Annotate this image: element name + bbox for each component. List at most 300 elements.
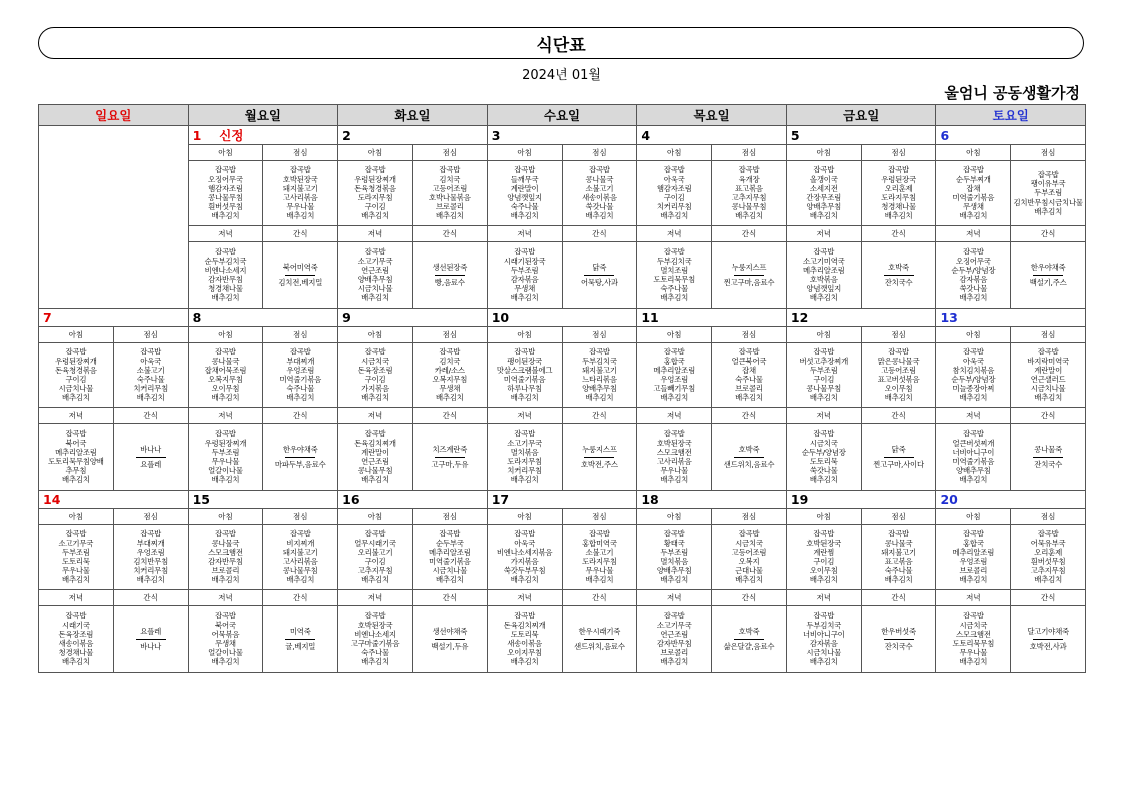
menu-item: 잡곡밥 xyxy=(813,429,835,439)
menu-item: 햄감자조림 xyxy=(656,183,692,193)
menu-item: 잡곡밥 xyxy=(962,429,984,439)
snack-label: 간식 xyxy=(562,408,637,424)
date-row xyxy=(39,126,1086,145)
menu-item: 잡곡밥 xyxy=(289,529,311,539)
menu-item: 치커리무침 xyxy=(133,566,169,576)
menu-item: 잡곡밥 xyxy=(514,247,536,257)
menu-item: 콩나물무침 xyxy=(282,566,318,576)
menu-item: 배추김치 xyxy=(585,211,614,221)
menu-item: 브로콜리 xyxy=(959,566,988,576)
snack-label: 간식 xyxy=(861,590,936,606)
menu-item: 쑥갓나물 xyxy=(585,202,614,212)
breakfast-label: 아침 xyxy=(487,145,562,161)
lunch-menu xyxy=(861,161,936,226)
menu-item: 시금치나물 xyxy=(432,566,468,576)
menu-item: 구이김 xyxy=(65,375,87,384)
menu-item: 잡곡밥 xyxy=(813,611,835,621)
breakfast-label: 아침 xyxy=(39,509,114,525)
menu-item: 근대나물 xyxy=(735,566,763,576)
menu-item: 연근샐러드 xyxy=(1030,375,1066,384)
breakfast-label: 아침 xyxy=(936,509,1011,525)
menu-item: 청경채나물 xyxy=(58,648,94,658)
meal-calendar xyxy=(38,104,1086,673)
dinner-label: 저녁 xyxy=(39,408,114,424)
date-number: 18 xyxy=(641,492,659,507)
menu-item: 미역줄기볶음 xyxy=(429,557,471,566)
menu-item: 숙주나물 xyxy=(361,648,389,658)
menu-item: 양념깻잎지 xyxy=(507,193,542,202)
breakfast-menu xyxy=(936,161,1011,226)
menu-item: 배추김치 xyxy=(361,393,389,403)
dinner-label: 저녁 xyxy=(936,590,1011,606)
breakfast-label: 아침 xyxy=(637,145,712,161)
snack-menu xyxy=(412,606,487,673)
menu-item: 배추김치 xyxy=(959,575,988,585)
menu-item: 배추김치 xyxy=(361,575,389,585)
dinner-label: 저녁 xyxy=(338,408,413,424)
lunch-label: 점심 xyxy=(263,145,338,161)
snack-item: 바나나 xyxy=(140,641,162,651)
lunch-menu xyxy=(562,343,637,408)
date-cell xyxy=(637,309,787,327)
lunch-label: 점심 xyxy=(1011,327,1086,343)
lunch-label: 점심 xyxy=(412,145,487,161)
snack-label: 간식 xyxy=(712,226,787,242)
menu-item: 잡곡밥 xyxy=(514,611,536,621)
menu-item: 연근조림 xyxy=(361,265,389,275)
snack-item: 빵,음료수 xyxy=(434,277,465,287)
breakfast-menu xyxy=(338,525,413,590)
menu-item: 잡곡밥 xyxy=(215,429,236,439)
menu-item: 표고볶음 xyxy=(735,183,763,193)
menu-item: 아욱국 xyxy=(962,356,984,366)
menu-item: 올갱이국 xyxy=(809,174,838,184)
menu-item: 미역줄기볶음 xyxy=(503,375,546,384)
menu-item: 아욱국 xyxy=(663,174,685,184)
lunch-label: 점심 xyxy=(562,327,637,343)
menu-item: 무우나물 xyxy=(62,566,90,576)
dinner-menu xyxy=(637,424,712,491)
menu-item: 잡곡밥 xyxy=(962,529,984,539)
breakfast-menu xyxy=(39,525,114,590)
date-row xyxy=(39,309,1086,327)
dinner-menu xyxy=(188,424,263,491)
date-number: 6 xyxy=(940,127,950,143)
dinner-menu xyxy=(188,242,263,309)
lunch-label: 점심 xyxy=(113,509,188,525)
dinner-menu xyxy=(487,242,562,309)
menu-item: 잡곡밥 xyxy=(289,165,311,175)
menu-item: 오이무침 xyxy=(884,384,913,394)
menu-item: 배추김치 xyxy=(62,657,90,667)
menu-item: 홍합미역국 xyxy=(582,538,617,548)
meal-label-row xyxy=(39,145,1086,161)
menu-item: 감자볶음 xyxy=(809,639,838,648)
menu-item: 두부김치국 xyxy=(656,256,692,266)
menu-item: 간장무조림 xyxy=(806,193,842,202)
breakfast-label: 아침 xyxy=(338,509,413,525)
menu-item: 고추지무침 xyxy=(1030,566,1066,576)
menu-item: 가지볶음 xyxy=(361,384,389,394)
menu-item: 어묵유부국 xyxy=(1030,538,1066,548)
snack-item: 한우버섯죽 xyxy=(881,627,916,637)
menu-item: 김치국 xyxy=(439,356,461,366)
snack-item: 잔치국수 xyxy=(884,641,913,651)
menu-item: 배추김치 xyxy=(510,211,539,221)
dinner-label: 저녁 xyxy=(188,590,263,606)
lunch-menu xyxy=(712,525,787,590)
lunch-menu xyxy=(861,525,936,590)
snack-separator xyxy=(1033,275,1063,276)
lunch-menu xyxy=(263,343,338,408)
date-cell xyxy=(188,126,338,145)
menu-item: 맛살스크램블에그 xyxy=(496,365,553,375)
menu-item: 소불고기 xyxy=(136,365,165,375)
menu-item: 바지락미역국 xyxy=(1027,356,1069,366)
date-number: 3 xyxy=(491,127,501,143)
menu-item: 북어국 xyxy=(65,438,87,448)
menu-item: 배추김치 xyxy=(62,393,90,403)
menu-item: 오리훈제 xyxy=(1034,547,1063,557)
menu-item: 시금치국 xyxy=(735,538,763,548)
snack-separator xyxy=(734,457,764,458)
menu-item: 팽이된장국 xyxy=(507,356,542,366)
menu-item: 두부조림 xyxy=(510,265,539,275)
date-cell xyxy=(39,491,189,509)
snack-label: 간식 xyxy=(861,408,936,424)
menu-item: 숙주나물 xyxy=(660,284,689,294)
snack-item: 어묵탕,사과 xyxy=(580,277,618,287)
date-number: 13 xyxy=(940,310,958,325)
snack-menu xyxy=(562,242,637,309)
menu-item: 메추리알조림 xyxy=(429,547,471,557)
menu-item: 잡곡밥 xyxy=(364,429,386,439)
breakfast-menu xyxy=(188,161,263,226)
date-number: 2 xyxy=(342,127,351,143)
date-number: 16 xyxy=(342,492,360,507)
breakfast-label: 아침 xyxy=(188,509,263,525)
dinner-menu xyxy=(936,242,1011,309)
menu-item: 숙주나물 xyxy=(735,375,763,384)
breakfast-label: 아침 xyxy=(786,145,861,161)
menu-item: 배추김치 xyxy=(211,211,240,221)
menu-item: 무우나물 xyxy=(585,566,614,576)
menu-item: 브로콜리 xyxy=(435,202,464,212)
menu-item: 청경채나물 xyxy=(881,202,916,212)
lunch-label: 점심 xyxy=(712,145,787,161)
menu-item: 어묵볶음 xyxy=(211,629,240,639)
dinner-menu xyxy=(338,242,413,309)
menu-item: 감자반무침 xyxy=(208,557,243,566)
snack-label: 간식 xyxy=(562,590,637,606)
menu-item: 시금치국 xyxy=(959,620,988,630)
menu-item: 양배추무침 xyxy=(806,202,842,212)
breakfast-label: 아침 xyxy=(936,327,1011,343)
breakfast-label: 아침 xyxy=(936,145,1011,161)
snack-item: 누룽지스프 xyxy=(582,445,617,455)
page-title xyxy=(38,27,1084,59)
snack-item: 닭죽 xyxy=(592,263,607,273)
menu-item: 배추김치 xyxy=(959,657,988,667)
menu-item: 메추리알조림 xyxy=(653,365,696,375)
breakfast-label: 아침 xyxy=(338,327,413,343)
dinner-menu xyxy=(637,242,712,309)
snack-item: 호박죽 xyxy=(888,263,909,273)
menu-item: 배추김치 xyxy=(1034,206,1063,216)
snack-menu xyxy=(861,424,936,491)
snack-separator xyxy=(136,457,166,458)
breakfast-menu xyxy=(637,161,712,226)
menu-item: 배추김치 xyxy=(510,393,539,403)
menu-item: 스모크햄전 xyxy=(208,547,243,557)
snack-menu xyxy=(113,424,188,491)
dinner-label: 저녁 xyxy=(786,590,861,606)
snack-menu xyxy=(712,606,787,673)
menu-item: 돈육장조림 xyxy=(357,365,393,375)
menu-item: 잡곡밥 xyxy=(738,529,760,539)
organization-name: 울엄니 공동생활가정 xyxy=(944,84,1080,102)
dinner-menu xyxy=(786,606,861,673)
menu-item: 배추김치 xyxy=(735,393,763,403)
snack-item: 바나나 xyxy=(140,445,162,455)
menu-item: 잡곡밥 xyxy=(514,347,536,357)
snack-menu xyxy=(263,424,338,491)
date-number: 5 xyxy=(790,127,800,143)
lunch-menu xyxy=(263,161,338,226)
weekday-header: 금요일 xyxy=(786,105,936,126)
date-cell xyxy=(338,309,488,327)
snack-item: 닭죽 xyxy=(891,445,906,455)
empty-cell xyxy=(39,126,189,309)
menu-item: 배추김치 xyxy=(136,575,165,585)
snack-item: 생선야채죽 xyxy=(432,627,468,637)
snack-item: 미역죽 xyxy=(289,627,311,637)
breakfast-menu xyxy=(487,525,562,590)
menu-item: 도토리묵 xyxy=(510,629,539,639)
menu-item: 콩나물무침 xyxy=(806,384,842,394)
snack-item: 요플레 xyxy=(140,459,162,469)
date-cell xyxy=(487,491,637,509)
snack-item: 마파두부,음료수 xyxy=(274,459,326,469)
menu-item: 도토리묵 xyxy=(62,557,90,566)
menu-item: 숙주나물 xyxy=(510,202,539,212)
menu-item: 연근조림 xyxy=(361,457,389,466)
menu-item: 양념깻잎지 xyxy=(806,284,842,294)
lunch-menu xyxy=(1011,525,1086,590)
menu-item: 잡곡밥 xyxy=(813,347,835,357)
snack-separator xyxy=(734,275,764,276)
menu-item: 홍합국 xyxy=(663,356,685,366)
snack-item: 요플레 xyxy=(140,627,162,637)
snack-menu xyxy=(861,606,936,673)
menu-item: 잡곡밥 xyxy=(364,529,386,539)
snack-item: 치즈계란죽 xyxy=(432,445,468,455)
dinner-menu xyxy=(338,606,413,673)
menu-item: 오징어무국 xyxy=(208,174,243,184)
snack-separator xyxy=(584,275,614,276)
menu-item: 고사리볶음 xyxy=(282,557,318,566)
date-cell xyxy=(786,491,936,509)
snack-menu xyxy=(562,424,637,491)
menu-item: 잡곡밥 xyxy=(962,165,984,175)
snack-separator xyxy=(734,639,764,640)
menu-item: 잡곡밥 xyxy=(589,165,610,175)
menu-item: 부대찌개 xyxy=(286,356,315,366)
breakfast-menu xyxy=(338,161,413,226)
menu-item: 북어국 xyxy=(215,620,236,630)
menu-item: 우렁된장국 xyxy=(881,174,916,184)
date-number: 1 xyxy=(192,128,202,143)
dinner-menu xyxy=(637,606,712,673)
lunch-label: 점심 xyxy=(1011,145,1086,161)
snack-label: 간식 xyxy=(263,226,338,242)
menu-item: 잡곡밥 xyxy=(364,165,386,175)
menu-item: 양배추무침 xyxy=(582,384,617,394)
date-number: 12 xyxy=(790,310,809,325)
title-text: 식단표 xyxy=(536,35,586,56)
menu-item: 우엉조림 xyxy=(286,365,315,375)
lunch-label: 점심 xyxy=(562,145,637,161)
dinner-menu xyxy=(188,606,263,673)
menu-item: 감자반무침 xyxy=(208,275,243,284)
weekday-header: 일요일 xyxy=(39,105,189,126)
menu-item: 순두부김치국 xyxy=(204,256,247,266)
date-number: 14 xyxy=(43,492,61,507)
dinner-snack-row xyxy=(39,606,1086,673)
menu-item: 잡채어묵조림 xyxy=(204,365,247,375)
snack-label: 간식 xyxy=(562,226,637,242)
menu-item: 배추김치 xyxy=(735,575,763,585)
menu-item: 계란말이 xyxy=(1034,365,1063,375)
lunch-menu xyxy=(1011,343,1086,408)
menu-item: 오복지무침 xyxy=(432,375,468,384)
menu-item: 배추김치 xyxy=(211,293,240,303)
menu-item: 구이김 xyxy=(364,557,386,566)
menu-item: 쑥갓나물 xyxy=(959,284,988,294)
snack-menu xyxy=(263,606,338,673)
menu-item: 감자볶음 xyxy=(959,275,988,284)
breakfast-label: 아침 xyxy=(188,145,263,161)
menu-item: 배추김치 xyxy=(435,575,464,585)
breakfast-lunch-row xyxy=(39,343,1086,408)
lunch-label: 점심 xyxy=(861,327,936,343)
menu-item: 구이김 xyxy=(364,202,386,212)
lunch-menu xyxy=(712,161,787,226)
menu-item: 계란말이 xyxy=(361,447,389,457)
menu-item: 아욱국 xyxy=(140,356,162,366)
dinner-menu xyxy=(487,606,562,673)
menu-item: 배추김치 xyxy=(435,211,464,221)
menu-item: 양배추무침 xyxy=(357,275,393,284)
date-row xyxy=(39,491,1086,509)
menu-item: 잡곡밥 xyxy=(1037,347,1059,357)
menu-item: 배추김치 xyxy=(510,475,539,485)
menu-item: 배추김치 xyxy=(809,575,838,585)
menu-item: 잡곡밥 xyxy=(663,529,685,539)
breakfast-menu xyxy=(188,525,263,590)
breakfast-label: 아침 xyxy=(786,327,861,343)
snack-menu xyxy=(412,424,487,491)
menu-item: 미역줄기볶음 xyxy=(952,457,995,466)
menu-item: 배추김치 xyxy=(660,475,689,485)
snack-menu xyxy=(113,606,188,673)
menu-item: 무생채 xyxy=(514,284,536,294)
menu-item: 배추김치 xyxy=(286,211,315,221)
menu-item: 얼무시래기국 xyxy=(354,538,396,548)
snack-separator xyxy=(435,457,465,458)
dinner-label: 저녁 xyxy=(487,408,562,424)
menu-item: 잡곡밥 xyxy=(1037,169,1059,179)
meal-label-row xyxy=(39,226,1086,242)
snack-label: 간식 xyxy=(1011,590,1086,606)
menu-item: 배추김치 xyxy=(1034,575,1063,585)
menu-item: 잡곡밥 xyxy=(813,529,835,539)
meal-label-row xyxy=(39,327,1086,343)
menu-item: 소불고기 xyxy=(585,547,614,557)
snack-separator xyxy=(884,275,914,276)
menu-item: 배추김치 xyxy=(361,211,389,221)
menu-item: 멸치조림 xyxy=(660,265,689,275)
menu-item: 얼갈이나물 xyxy=(208,648,243,658)
menu-item: 배추김치 xyxy=(884,211,913,221)
menu-item: 돼지불고기 xyxy=(282,183,318,193)
menu-item: 비엔나소세지볶음 xyxy=(496,547,553,557)
dinner-menu xyxy=(39,424,114,491)
menu-item: 고등어조림 xyxy=(881,365,916,375)
menu-item: 새송이볶음 xyxy=(58,639,94,648)
menu-item: 숙주나물 xyxy=(286,384,315,394)
weekday-header: 토요일 xyxy=(936,105,1086,126)
menu-item: 새송이볶음 xyxy=(582,193,617,202)
snack-item: 샌드위치,음료수 xyxy=(723,459,775,469)
dinner-label: 저녁 xyxy=(39,590,114,606)
date-number: 7 xyxy=(43,310,52,325)
menu-item: 돼지불고기 xyxy=(881,547,916,557)
date-number: 8 xyxy=(192,310,202,325)
snack-label: 간식 xyxy=(1011,226,1086,242)
menu-item: 순두부/양념장 xyxy=(801,447,846,457)
menu-item: 아욱국 xyxy=(514,538,536,548)
menu-item: 고구마줄기볶음 xyxy=(350,639,400,648)
menu-item: 흰버섯무침 xyxy=(1030,557,1066,566)
lunch-label: 점심 xyxy=(712,509,787,525)
snack-menu xyxy=(861,242,936,309)
date-cell xyxy=(936,126,1086,145)
dinner-label: 저녁 xyxy=(188,226,263,242)
date-cell xyxy=(936,309,1086,327)
lunch-label: 점심 xyxy=(412,327,487,343)
menu-item: 계란찜 xyxy=(813,547,835,557)
menu-item: 배추김치 xyxy=(884,575,913,585)
menu-item: 구이김 xyxy=(813,557,835,566)
menu-item: 순두부국 xyxy=(435,538,464,548)
menu-item: 무우나물 xyxy=(660,466,689,476)
menu-item: 잡곡밥 xyxy=(65,611,87,621)
snack-item: 삶은달걀,음료수 xyxy=(723,641,775,651)
snack-item: 백설기,주스 xyxy=(1029,277,1067,287)
menu-item: 배추김치 xyxy=(660,657,689,667)
dinner-label: 저녁 xyxy=(487,590,562,606)
breakfast-menu xyxy=(487,161,562,226)
snack-label: 간식 xyxy=(712,590,787,606)
menu-item: 돈육청경볶음 xyxy=(354,183,396,193)
menu-item: 잡채 xyxy=(742,365,756,375)
menu-item: 우엉조림 xyxy=(136,547,165,557)
lunch-menu xyxy=(562,161,637,226)
snack-item: 한우야채죽 xyxy=(1030,263,1066,273)
snack-separator xyxy=(884,639,914,640)
snack-label: 간식 xyxy=(712,408,787,424)
